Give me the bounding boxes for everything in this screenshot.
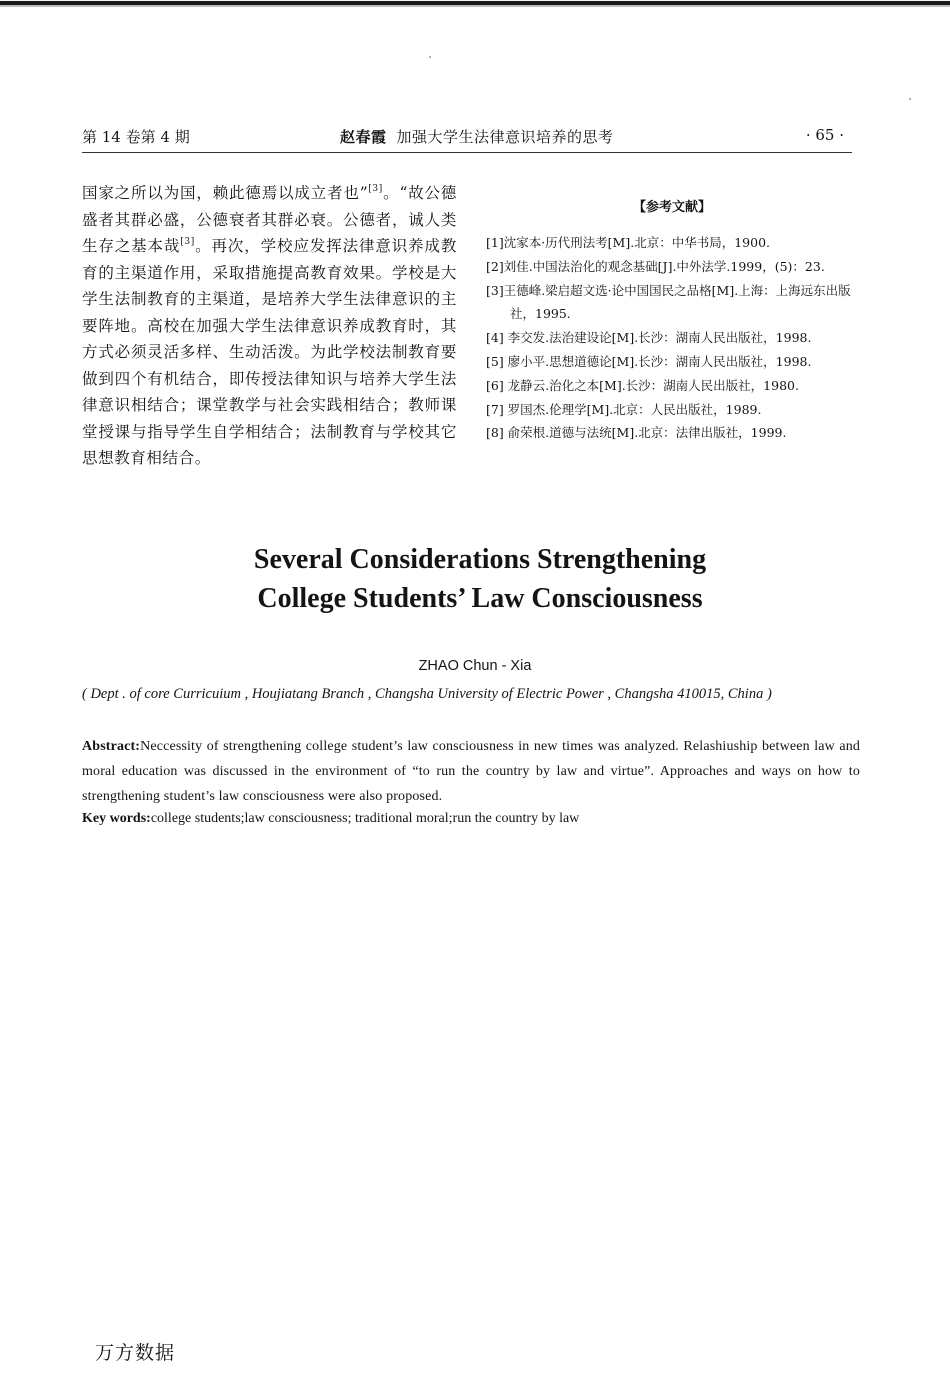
header-article-title: 加强大学生法律意识培养的思考 (396, 128, 614, 146)
affiliation: ( Dept . of core Curricuium , Houjiatang Branch , Changsha University of Electric Power , Changsha 410015, China ) (82, 686, 772, 702)
body-text-part: 。再次，学校应发挥法律意识养成教育的主渠道作用，采取措施提高教育效果。学校是大学生法制教育的主渠道，是培养大学生法律意识的主要阵地。高校在加强大学生法律意识养成教育时，其方式必须灵活多样、生动活泼。为此学校法制教育要做到四个有机结合，即传授法律知识与培养大学生法律意识相结合；课堂教学与社会实践相结合；教师课堂授课与指导学生自学相结合；法制教育与学校其它思想教育相结合。 (82, 237, 457, 467)
page-number: · 65 · (805, 126, 844, 144)
keywords-label: Key words: (82, 811, 151, 826)
journal-volume: 第 14 卷第 4 期 (82, 128, 190, 146)
references-heading: 【参考文献】 (632, 200, 711, 215)
citation-mark: [3] (368, 184, 383, 194)
top-border-rule (0, 0, 950, 9)
abstract-text: Neccessity of strengthening college student’s law consciousness in new times was analyzed. Relashiuship between law and moral education was discussed in the environment of “to run the country by law and virtue”. Approaches and ways on how to strengthening student’s law consciousness were also proposed. (82, 739, 860, 804)
reference-item: [1]沈家本·历代刑法考[M].北京：中华书局，1900. (486, 235, 770, 250)
body-text-part: 国家之所以为国，赖此德焉以成立者也” (82, 184, 369, 202)
running-header (82, 123, 852, 147)
reference-item: [6] 龙静云.治化之本[M].长沙：湖南人民出版社，1980. (486, 377, 799, 393)
body-paragraph (82, 180, 457, 472)
keywords-text: college students;law consciousness; traditional moral;run the country by law (150, 811, 580, 826)
citation-mark: [3] (180, 237, 195, 247)
reference-item: [2]刘佳.中国法治化的观念基础[J].中外法学.1999，(5)：23. (486, 258, 825, 274)
reference-item: [3]王德峰.梁启超文选·论中国国民之品格[M].上海：上海远东出版社，1995. (486, 282, 851, 322)
scan-speck (429, 56, 431, 58)
reference-item: [8] 俞荣根.道德与法统[M].北京：法律出版社，1999. (486, 425, 787, 441)
header-divider (82, 152, 852, 153)
english-title (0, 540, 950, 618)
body-text-part: 。“故公德盛者其群必盛，公德衰者其群必衰。公德者，诚人类生存之基本哉 (82, 184, 457, 255)
scan-speck (909, 98, 911, 100)
reference-item: [4] 李交发.法治建设论[M].长沙：湖南人民出版社，1998. (486, 330, 812, 346)
header-author: 赵春霞 (340, 128, 387, 146)
reference-item: [7] 罗国杰.伦理学[M].北京：人民出版社，1989. (486, 401, 762, 417)
abstract (82, 734, 860, 809)
reference-list (486, 231, 858, 445)
keywords (82, 808, 860, 830)
reference-item: [5] 廖小平.思想道德论[M].长沙：湖南人民出版社，1998. (486, 353, 812, 369)
abstract-label: Abstract: (82, 739, 141, 754)
english-author: ZHAO Chun - Xia (418, 658, 532, 674)
references-section (486, 196, 858, 445)
watermark-logo: 万方数据 (95, 1342, 176, 1364)
english-title-line: Several Considerations Strengthening (253, 544, 707, 575)
english-title-line: College Students’ Law Consciousness (257, 583, 703, 614)
running-title (340, 126, 614, 147)
